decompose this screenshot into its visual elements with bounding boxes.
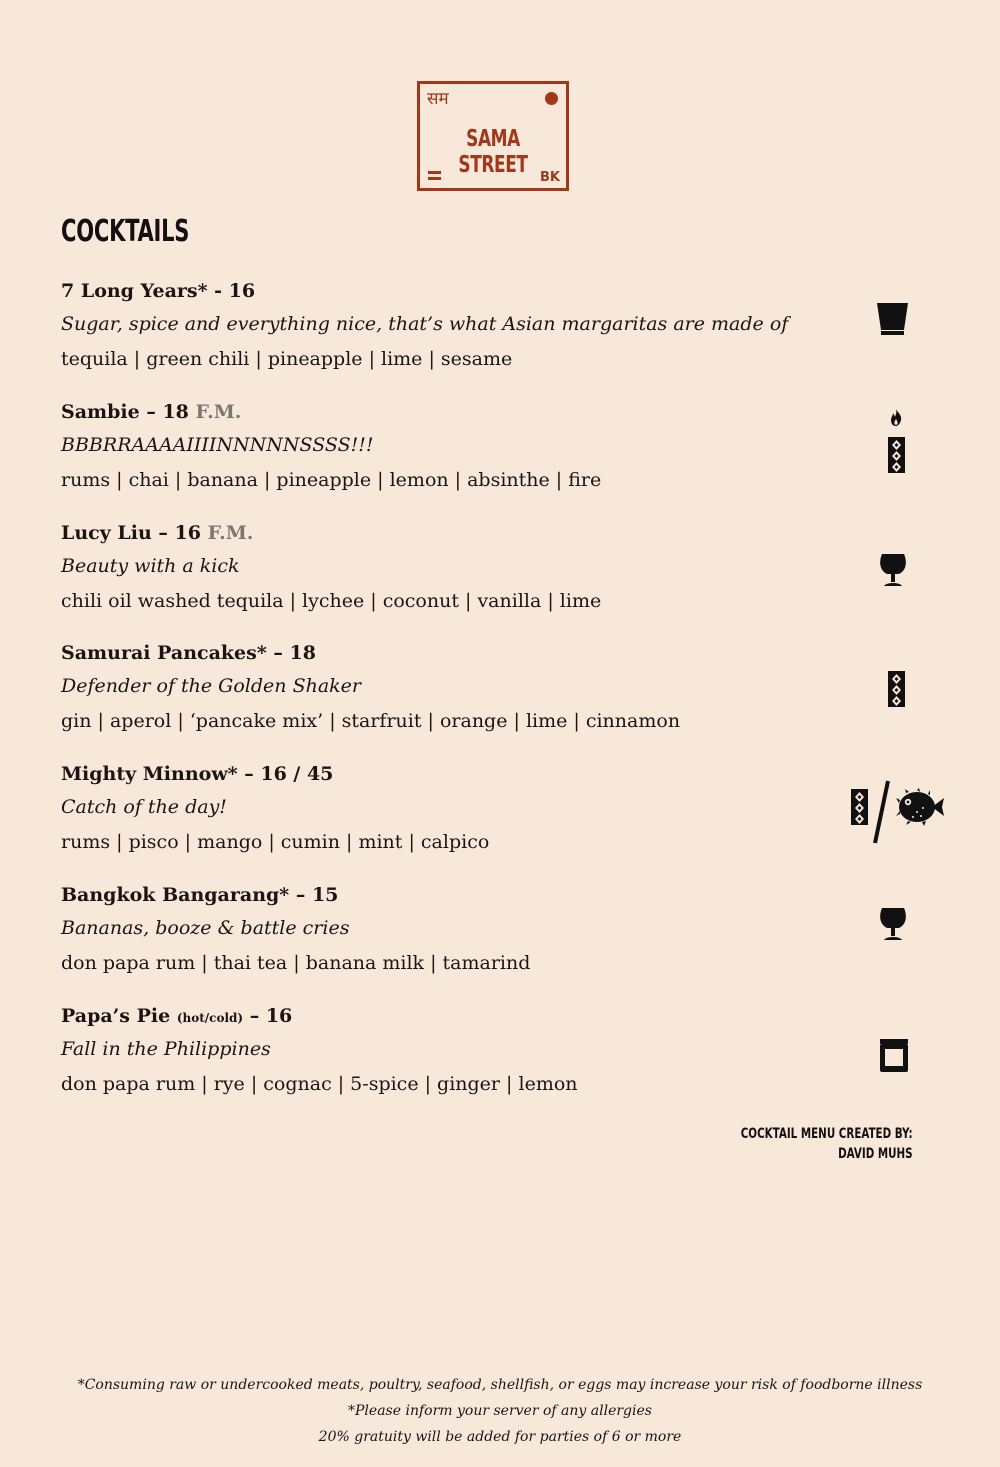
item-description: Sugar, spice and everything nice, that’s what Asian margaritas are made of: [61, 313, 789, 335]
flame-icon: [889, 409, 903, 427]
menu-credit: [741, 1124, 913, 1164]
item-price: – 16: [243, 1005, 293, 1027]
item-title: [61, 522, 253, 544]
item-description: Fall in the Philippines: [61, 1038, 271, 1060]
credit-label: COCKTAIL MENU CREATED BY:: [741, 1126, 913, 1142]
item-title: 7 Long Years* - 16: [61, 280, 256, 302]
menu-item: [61, 522, 951, 632]
menu-item: [61, 1005, 951, 1115]
menu-item: [61, 401, 951, 511]
footer-line: 20% gratuity will be added for parties of 6 or more: [318, 1429, 682, 1445]
item-ingredients: tequila | green chili | pineapple | lime | sesame: [61, 348, 513, 370]
item-title: Samurai Pancakes* – 18: [61, 642, 316, 664]
slash-icon: [871, 779, 891, 845]
fm-tag: F.M.: [200, 522, 254, 544]
item-ingredients: don papa rum | rye | cognac | 5-spice | ginger | lemon: [61, 1073, 578, 1095]
item-title: Mighty Minnow* – 16 / 45: [61, 763, 334, 785]
item-description: Bananas, booze & battle cries: [61, 917, 350, 939]
snifter-glass-icon: [879, 553, 907, 587]
item-name: Lucy Liu – 16: [61, 522, 201, 544]
item-title: [61, 1005, 292, 1027]
footer-line: *Please inform your server of any allergies: [348, 1403, 652, 1419]
tiki-mug-icon: [851, 789, 868, 825]
menu-item: [61, 884, 951, 994]
rocks-glass-icon: [876, 302, 909, 336]
menu-item: [61, 642, 951, 752]
item-title: [61, 401, 241, 423]
item-description: Catch of the day!: [61, 796, 227, 818]
menu-item: [61, 763, 951, 873]
item-title: Bangkok Bangarang* – 15: [61, 884, 339, 906]
tiki-mug-icon: [888, 437, 905, 473]
mug-icon: [880, 1039, 908, 1072]
item-ingredients: rums | pisco | mango | cumin | mint | calpico: [61, 831, 490, 853]
footer-line: *Consuming raw or undercooked meats, poultry, seafood, shellfish, or eggs may increase your risk of foodborne illness: [77, 1377, 923, 1393]
logo-equals-mark: [428, 168, 441, 180]
snifter-glass-icon: [879, 907, 907, 941]
item-name: Papa’s Pie: [61, 1005, 177, 1027]
logo: [417, 81, 569, 191]
item-description: Beauty with a kick: [61, 555, 240, 577]
menu-item: [61, 280, 951, 390]
item-description: BBBRRAAAAIIIINNNNNSSSS!!!: [61, 434, 374, 456]
item-note: (hot/cold): [176, 1011, 244, 1025]
logo-dot: [545, 92, 558, 105]
logo-devanagari: सम: [427, 89, 449, 109]
fm-tag: F.M.: [188, 401, 242, 423]
item-description: Defender of the Golden Shaker: [61, 675, 361, 697]
footer-notes: [0, 1372, 1000, 1450]
item-ingredients: don papa rum | thai tea | banana milk | tamarind: [61, 952, 531, 974]
item-ingredients: chili oil washed tequila | lychee | coconut | vanilla | lime: [61, 590, 602, 612]
credit-author: DAVID MUHS: [838, 1146, 913, 1162]
logo-tag: BK: [540, 170, 560, 185]
item-name: Sambie – 18: [61, 401, 189, 423]
section-heading: COCKTAILS: [61, 214, 190, 249]
pufferfish-icon: [896, 788, 946, 826]
item-ingredients: gin | aperol | ‘pancake mix’ | starfruit | orange | lime | cinnamon: [61, 710, 681, 732]
tiki-mug-icon: [888, 671, 905, 707]
logo-name: SAMA STREET: [458, 126, 528, 178]
item-ingredients: rums | chai | banana | pineapple | lemon | absinthe | fire: [61, 469, 602, 491]
